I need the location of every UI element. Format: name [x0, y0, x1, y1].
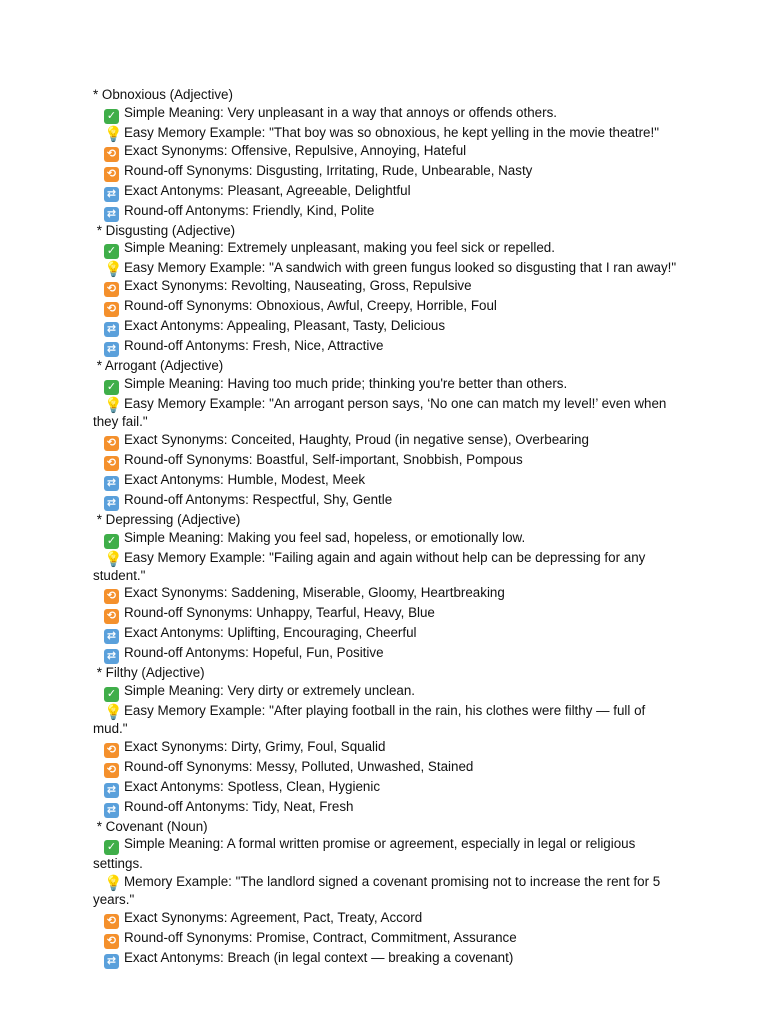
exact-synonyms-line [93, 431, 683, 451]
exact-synonyms-text: Exact Synonyms: Agreement, Pact, Treaty, Accord [124, 909, 423, 925]
repeat-arrows-icon: ⟲ [104, 282, 119, 297]
exact-synonyms-line [93, 738, 683, 758]
exact-antonyms-line [93, 949, 683, 969]
exact-synonyms-line [93, 142, 683, 162]
roundoff-synonyms-text: Round-off Synonyms: Promise, Contract, Commitment, Assurance [124, 929, 517, 945]
entry-title: * Arrogant (Adjective) [93, 358, 224, 374]
swap-arrows-icon: ⇄ [104, 803, 119, 818]
roundoff-antonyms-line [93, 644, 683, 664]
word-entry [93, 357, 683, 510]
repeat-arrows-icon: ⟲ [104, 167, 119, 182]
roundoff-synonyms-line [93, 162, 683, 182]
simple-meaning-text: Simple Meaning: Very dirty or extremely unclean. [124, 682, 416, 698]
swap-arrows-icon: ⇄ [104, 649, 119, 664]
swap-arrows-icon: ⇄ [104, 496, 119, 511]
swap-arrows-icon: ⇄ [104, 342, 119, 357]
simple-meaning-line [93, 104, 683, 124]
exact-antonyms-text: Exact Antonyms: Spotless, Clean, Hygienic [124, 778, 381, 794]
memory-example-text: Easy Memory Example: "After playing football in the rain, his clothes were filthy — full of mud." [93, 702, 646, 736]
simple-meaning-line [93, 835, 683, 873]
memory-example-line [93, 395, 683, 431]
roundoff-synonyms-line [93, 929, 683, 949]
repeat-arrows-icon: ⟲ [104, 914, 119, 929]
exact-antonyms-text: Exact Antonyms: Breach (in legal context — breaking a covenant) [124, 949, 514, 965]
roundoff-synonyms-line [93, 604, 683, 624]
swap-arrows-icon: ⇄ [104, 954, 119, 969]
roundoff-synonyms-text: Round-off Synonyms: Boastful, Self-important, Snobbish, Pompous [124, 451, 523, 467]
roundoff-antonyms-text: Round-off Antonyms: Hopeful, Fun, Positive [124, 645, 384, 661]
swap-arrows-icon: ⇄ [104, 629, 119, 644]
entry-title: * Disgusting (Adjective) [93, 222, 236, 238]
entry-title: * Obnoxious (Adjective) [93, 87, 233, 102]
roundoff-synonyms-text: Round-off Synonyms: Obnoxious, Awful, Creepy, Horrible, Foul [124, 298, 497, 314]
repeat-arrows-icon: ⟲ [104, 743, 119, 758]
exact-synonyms-text: Exact Synonyms: Offensive, Repulsive, Annoying, Hateful [124, 142, 467, 158]
simple-meaning-line [93, 375, 683, 395]
word-entry [93, 86, 683, 222]
light-bulb-icon: 💡 [104, 875, 123, 893]
exact-antonyms-text: Exact Antonyms: Pleasant, Agreeable, Delightful [124, 182, 411, 198]
exact-antonyms-text: Exact Antonyms: Uplifting, Encouraging, Cheerful [124, 625, 417, 641]
word-entry [93, 511, 683, 664]
word-entry [93, 222, 683, 358]
roundoff-antonyms-text: Round-off Antonyms: Tidy, Neat, Fresh [124, 798, 354, 814]
check-mark-icon: ✓ [104, 840, 119, 855]
light-bulb-icon: 💡 [104, 703, 123, 721]
memory-example-text: Easy Memory Example: "A sandwich with green fungus looked so disgusting that I ran away!" [124, 260, 677, 276]
light-bulb-icon: 💡 [104, 550, 123, 568]
repeat-arrows-icon: ⟲ [104, 589, 119, 604]
simple-meaning-text: Simple Meaning: Having too much pride; thinking you're better than others. [124, 376, 568, 392]
swap-arrows-icon: ⇄ [104, 783, 119, 798]
roundoff-antonyms-text: Round-off Antonyms: Friendly, Kind, Polite [124, 202, 375, 218]
check-mark-icon: ✓ [104, 534, 119, 549]
check-mark-icon: ✓ [104, 244, 119, 259]
simple-meaning-line [93, 529, 683, 549]
document-body [93, 86, 683, 969]
repeat-arrows-icon: ⟲ [104, 934, 119, 949]
memory-example-line [93, 702, 683, 738]
roundoff-synonyms-line [93, 297, 683, 317]
swap-arrows-icon: ⇄ [104, 476, 119, 491]
memory-example-line [93, 124, 683, 142]
memory-example-line [93, 873, 683, 909]
simple-meaning-text: Simple Meaning: Very unpleasant in a way that annoys or offends others. [124, 104, 557, 120]
roundoff-synonyms-line [93, 758, 683, 778]
exact-antonyms-line [93, 778, 683, 798]
exact-antonyms-text: Exact Antonyms: Appealing, Pleasant, Tasty, Delicious [124, 318, 446, 334]
memory-example-text: Easy Memory Example: "That boy was so obnoxious, he kept yelling in the movie theatre!" [124, 124, 659, 140]
swap-arrows-icon: ⇄ [104, 187, 119, 202]
exact-synonyms-text: Exact Synonyms: Saddening, Miserable, Gloomy, Heartbreaking [124, 585, 505, 601]
exact-antonyms-line [93, 317, 683, 337]
word-entry [93, 664, 683, 817]
exact-synonyms-line [93, 909, 683, 929]
entry-title: * Filthy (Adjective) [93, 665, 205, 681]
simple-meaning-line [93, 682, 683, 702]
repeat-arrows-icon: ⟲ [104, 609, 119, 624]
roundoff-synonyms-text: Round-off Synonyms: Messy, Polluted, Unwashed, Stained [124, 758, 474, 774]
repeat-arrows-icon: ⟲ [104, 302, 119, 317]
roundoff-synonyms-text: Round-off Synonyms: Unhappy, Tearful, Heavy, Blue [124, 605, 435, 621]
simple-meaning-text: Simple Meaning: A formal written promise or agreement, especially in legal or religious settings. [93, 836, 636, 872]
exact-synonyms-text: Exact Synonyms: Revolting, Nauseating, Gross, Repulsive [124, 278, 472, 294]
repeat-arrows-icon: ⟲ [104, 456, 119, 471]
simple-meaning-text: Simple Meaning: Extremely unpleasant, making you feel sick or repelled. [124, 240, 555, 256]
simple-meaning-text: Simple Meaning: Making you feel sad, hopeless, or emotionally low. [124, 529, 526, 545]
roundoff-synonyms-text: Round-off Synonyms: Disgusting, Irritating, Rude, Unbearable, Nasty [124, 162, 533, 178]
exact-antonyms-line [93, 624, 683, 644]
simple-meaning-line [93, 239, 683, 259]
exact-synonyms-text: Exact Synonyms: Conceited, Haughty, Proud (in negative sense), Overbearing [124, 431, 589, 447]
light-bulb-icon: 💡 [104, 125, 123, 143]
check-mark-icon: ✓ [104, 109, 119, 124]
swap-arrows-icon: ⇄ [104, 207, 119, 222]
light-bulb-icon: 💡 [104, 397, 123, 415]
exact-synonyms-text: Exact Synonyms: Dirty, Grimy, Foul, Squalid [124, 738, 386, 754]
memory-example-line [93, 549, 683, 585]
roundoff-antonyms-text: Round-off Antonyms: Fresh, Nice, Attractive [124, 338, 384, 354]
exact-antonyms-line [93, 182, 683, 202]
entry-title: * Depressing (Adjective) [93, 511, 241, 527]
memory-example-text: Easy Memory Example: "Failing again and again without help can be depressing for any student." [93, 549, 646, 583]
repeat-arrows-icon: ⟲ [104, 147, 119, 162]
exact-synonyms-line [93, 277, 683, 297]
repeat-arrows-icon: ⟲ [104, 763, 119, 778]
exact-antonyms-text: Exact Antonyms: Humble, Modest, Meek [124, 471, 366, 487]
roundoff-antonyms-line [93, 491, 683, 511]
word-entry [93, 818, 683, 969]
entry-title: * Covenant (Noun) [93, 818, 208, 834]
memory-example-line [93, 259, 683, 277]
repeat-arrows-icon: ⟲ [104, 436, 119, 451]
check-mark-icon: ✓ [104, 687, 119, 702]
roundoff-antonyms-line [93, 798, 683, 818]
light-bulb-icon: 💡 [104, 261, 123, 279]
roundoff-synonyms-line [93, 451, 683, 471]
swap-arrows-icon: ⇄ [104, 322, 119, 337]
roundoff-antonyms-line [93, 337, 683, 357]
memory-example-text: Memory Example: "The landlord signed a covenant promising not to increase the rent for 5 years." [93, 874, 661, 908]
check-mark-icon: ✓ [104, 380, 119, 395]
exact-antonyms-line [93, 471, 683, 491]
roundoff-antonyms-line [93, 202, 683, 222]
memory-example-text: Easy Memory Example: "An arrogant person says, ‘No one can match my level!’ even when they fail." [93, 396, 667, 430]
roundoff-antonyms-text: Round-off Antonyms: Respectful, Shy, Gentle [124, 491, 393, 507]
exact-synonyms-line [93, 584, 683, 604]
